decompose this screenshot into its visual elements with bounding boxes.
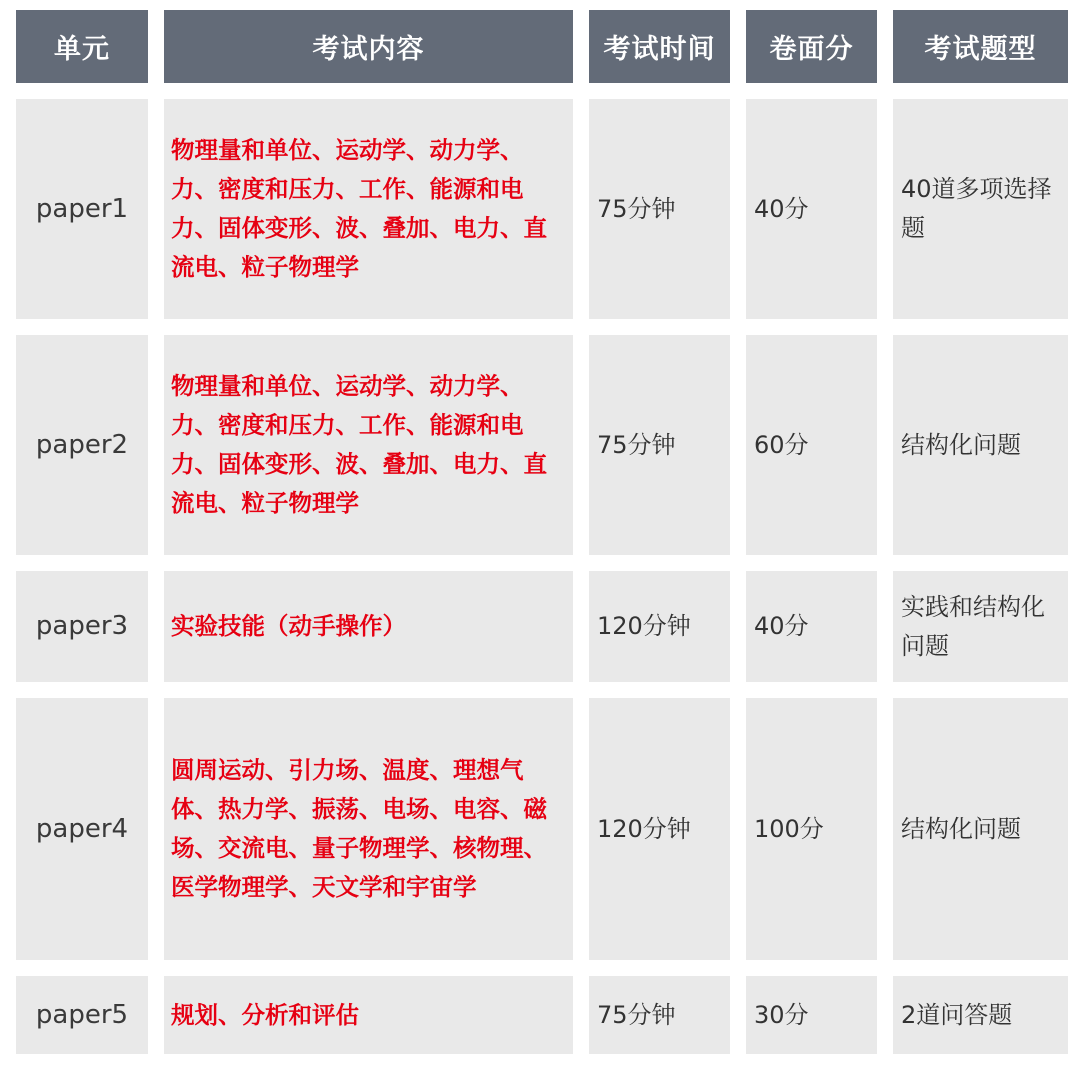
table-row-1-time (589, 99, 730, 319)
header-unit (16, 10, 148, 83)
table-row-3-time (589, 571, 730, 682)
table-row-4-time (589, 698, 730, 960)
type-value: 结构化问题 (901, 814, 1021, 843)
content-text: 物理量和单位、运动学、动力学、力、密度和压力、工作、能源和电力、固体变形、波、叠加、电力、直流电、粒子物理学 (171, 372, 547, 517)
type-value: 2道问答题 (901, 1000, 1013, 1029)
table-row-5-score (746, 976, 877, 1054)
header-score (746, 10, 877, 83)
table-row-1-unit (16, 99, 148, 319)
header-time-label: 考试时间 (603, 34, 716, 65)
unit-label: paper4 (35, 813, 129, 844)
header-time (589, 10, 730, 83)
table-row-2-score (746, 335, 877, 555)
table-row-3-score (746, 571, 877, 682)
type-value: 结构化问题 (901, 430, 1021, 459)
table-row-2-content (164, 335, 573, 555)
table-row-2-time (589, 335, 730, 555)
score-value: 100分 (754, 814, 824, 843)
table-row-1-score (746, 99, 877, 319)
header-type-label: 考试题型 (924, 34, 1037, 65)
table-row-4-unit (16, 698, 148, 960)
table-row-1-content (164, 99, 573, 319)
table-row-5-content (164, 976, 573, 1054)
content-text: 圆周运动、引力场、温度、理想气体、热力学、振荡、电场、电容、磁场、交流电、量子物理学、核物理、医学物理学、天文学和宇宙学 (171, 756, 547, 901)
table-row-1-type (893, 99, 1068, 319)
time-value: 75分钟 (597, 1000, 676, 1029)
unit-label: paper5 (35, 999, 129, 1030)
header-score-label: 卷面分 (769, 34, 854, 65)
unit-label: paper3 (35, 611, 129, 641)
table-row-2-unit (16, 335, 148, 555)
table-row-4-type (893, 698, 1068, 960)
time-value: 120分钟 (597, 814, 691, 843)
header-unit-label: 单元 (54, 34, 110, 65)
table-row-4-content (164, 698, 573, 960)
score-value: 60分 (754, 430, 809, 459)
table-row-3-type (893, 571, 1068, 682)
table-row-5-time (589, 976, 730, 1054)
type-value: 实践和结构化问题 (901, 592, 1045, 660)
header-type (893, 10, 1068, 83)
header-content-label: 考试内容 (312, 34, 425, 65)
content-text: 物理量和单位、运动学、动力学、力、密度和压力、工作、能源和电力、固体变形、波、叠加、电力、直流电、粒子物理学 (171, 136, 547, 281)
score-value: 40分 (754, 194, 809, 223)
score-value: 30分 (754, 1000, 809, 1029)
table-row-3-content (164, 571, 573, 682)
time-value: 75分钟 (597, 194, 676, 223)
time-value: 75分钟 (597, 430, 676, 459)
content-text: 规划、分析和评估 (171, 1000, 359, 1029)
content-text: 实验技能（动手操作） (171, 612, 406, 640)
unit-label: paper1 (35, 193, 129, 224)
score-value: 40分 (754, 612, 809, 640)
table-row-3-unit (16, 571, 148, 682)
type-value: 40道多项选择题 (901, 175, 1052, 242)
table-row-2-type (893, 335, 1068, 555)
unit-label: paper2 (35, 429, 129, 460)
table-row-4-score (746, 698, 877, 960)
time-value: 120分钟 (597, 612, 691, 640)
table-row-5-unit (16, 976, 148, 1054)
table-row-5-type (893, 976, 1068, 1054)
header-content (164, 10, 573, 83)
